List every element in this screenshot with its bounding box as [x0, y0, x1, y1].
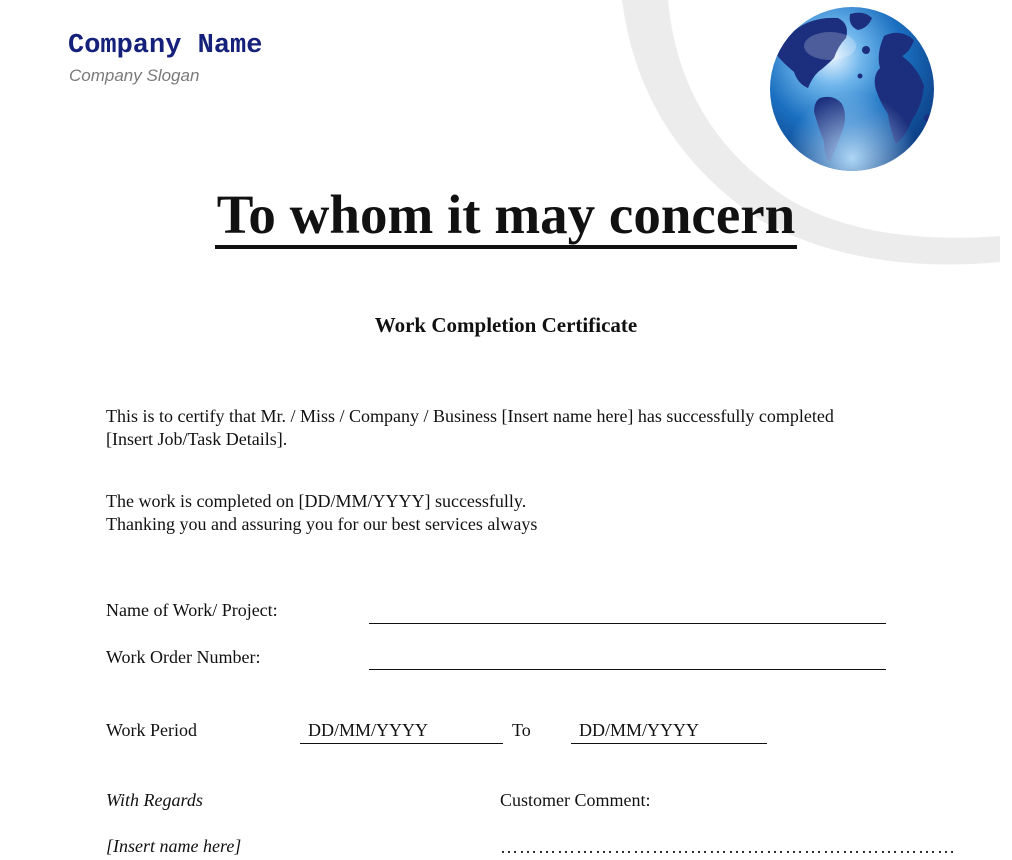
- paragraph-line: The work is completed on [DD/MM/YYYY] successfully.: [106, 491, 527, 511]
- company-slogan: Company Slogan: [69, 66, 200, 85]
- paragraph-line: [Insert Job/Task Details].: [106, 429, 288, 449]
- work-period-label: Work Period: [106, 720, 198, 740]
- signer-name: [Insert name here]: [106, 836, 242, 856]
- period-from-line: [300, 743, 503, 744]
- work-order-label: Work Order Number:: [106, 647, 261, 667]
- period-to-line: [571, 743, 767, 744]
- main-title-text: To whom it may concern: [215, 184, 798, 249]
- paragraph-line: This is to certify that Mr. / Miss / Company / Business [Insert name here] has successfully completed: [106, 406, 834, 426]
- regards-label: With Regards: [106, 790, 203, 810]
- company-name: Company Name: [68, 31, 263, 61]
- completion-paragraph: [106, 490, 936, 536]
- paragraph-line: Thanking you and assuring you for our best services always: [106, 514, 538, 534]
- certificate-subtitle: Work Completion Certificate: [374, 313, 638, 337]
- certification-paragraph: [106, 405, 936, 451]
- name-of-work-label: Name of Work/ Project:: [106, 600, 278, 620]
- globe-icon: [768, 6, 936, 172]
- name-of-work-line[interactable]: [369, 623, 886, 624]
- customer-comment-label: Customer Comment:: [500, 790, 651, 810]
- period-to-label: To: [512, 720, 531, 740]
- customer-comment-dots[interactable]: ………………………………………………………………: [500, 837, 956, 857]
- period-to-value[interactable]: DD/MM/YYYY: [579, 720, 700, 740]
- work-order-line[interactable]: [369, 669, 886, 670]
- period-from-value[interactable]: DD/MM/YYYY: [308, 720, 429, 740]
- main-title: [0, 180, 1012, 250]
